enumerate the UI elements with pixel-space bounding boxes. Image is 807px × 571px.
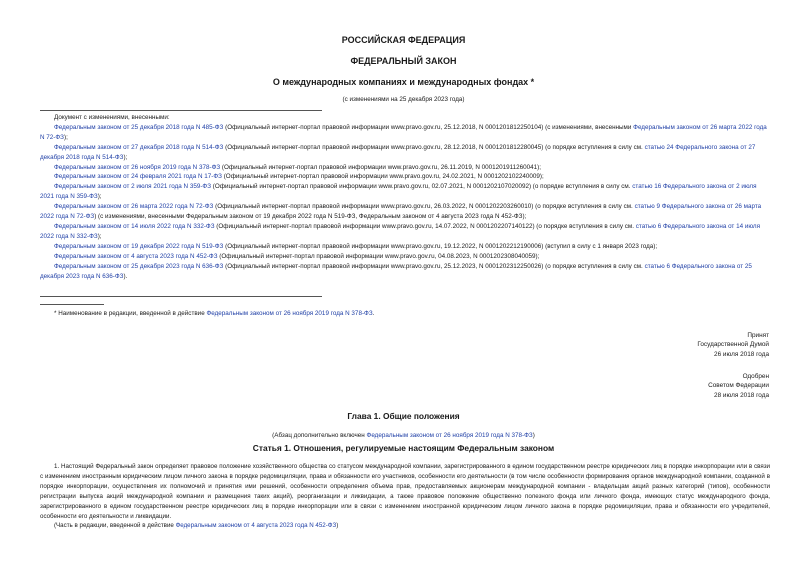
amendments-intro: Документ с изменениями, внесенными:	[54, 114, 170, 121]
amendment-link[interactable]: Федеральным законом от 2 июля 2021 года N 359-ФЗ	[54, 183, 212, 191]
amendment-secondary-link[interactable]: статью 9 Федерального закона от 26 марта 2022 года N 72-ФЗ	[40, 203, 762, 221]
amendment-link[interactable]: Федеральным законом от 26 марта 2022 года N 72-ФЗ	[54, 203, 214, 211]
article-body	[40, 462, 770, 531]
footnote-link[interactable]: Федеральным законом от 26 ноября 2019 года N 378-ФЗ	[206, 310, 373, 317]
amendment-item: Федеральным законом от 14 июля 2022 года N 332-ФЗ (Официальный интернет-портал правовой информации www.pravo.gov.ru, 14.07.2022, N 0001202207140122) (о порядке вступления в силу см. статью 6 Федерального закона от 14 июля 2022 года N 332-ФЗ);	[40, 222, 761, 240]
amendment-item: Федеральным законом от 26 марта 2022 года N 72-ФЗ (Официальный интернет-портал правовой информации www.pravo.gov.ru, 26.03.2022, N 0001202203260010) (о порядке вступления в силу см. статью 9 Федерального закона от 26 марта 2022 года N 72-ФЗ) (с изменениями, внесенными Федеральным законом от 19 декабря 2022 года N 519-ФЗ, Федеральным законом от 4 августа 2023 года N 452-ФЗ);	[40, 203, 762, 221]
amendment-item: Федеральным законом от 2 июля 2021 года N 359-ФЗ (Официальный интернет-портал правовой информации www.pravo.gov.ru, 02.07.2021, N 0001202107020092) (о порядке вступления в силу см. статью 16 Федерального закона от 2 июля 2021 года N 359-ФЗ);	[40, 183, 757, 201]
amendment-item: Федеральным законом от 25 декабря 2023 года N 636-ФЗ (Официальный интернет-портал правовой информации www.pravo.gov.ru, 25.12.2023, N 0001202312250026) (о порядке вступления в силу см. статью 6 Федерального закона от 25 декабря 2023 года N 636-ФЗ).	[40, 262, 752, 280]
amendment-item: Федеральным законом от 27 декабря 2018 года N 514-ФЗ (Официальный интернет-портал правовой информации www.pravo.gov.ru, 28.12.2018, N 0001201812280045) (о порядке вступления в силу см. статью 24 Федерального закона от 27 декабря 2018 года N 514-ФЗ);	[40, 143, 756, 161]
amendment-link[interactable]: Федеральным законом от 14 июля 2022 года N 332-ФЗ	[54, 222, 215, 230]
amendment-secondary-link[interactable]: статью 16 Федерального закона от 2 июля 2021 года N 359-ФЗ	[40, 183, 757, 201]
adopted-block: Принят Государственной Думой 26 июля 2018 года	[697, 332, 769, 358]
amendment-link[interactable]: Федеральным законом от 19 декабря 2022 года N 519-ФЗ	[54, 242, 224, 250]
amendment-item: Федеральным законом от 4 августа 2023 года N 452-ФЗ (Официальный интернет-портал правовой информации www.pravo.gov.ru, 04.08.2023, N 0001202308040059);	[54, 252, 540, 260]
amendment-item: Федеральным законом от 19 декабря 2022 года N 519-ФЗ (Официальный интернет-портал правовой информации www.pravo.gov.ru, 19.12.2022, N 0001202212190006) (вступил в силу с 1 января 2023 года);	[54, 242, 658, 250]
amendment-secondary-link[interactable]: Федеральным законом от 26 марта 2022 года N 72-ФЗ	[40, 123, 767, 141]
amendment-link[interactable]: Федеральным законом от 24 февраля 2021 года N 17-ФЗ	[54, 173, 222, 181]
amendment-item: Федеральным законом от 25 декабря 2018 года N 485-ФЗ (Официальный интернет-портал правовой информации www.pravo.gov.ru, 25.12.2018, N 0001201812250104) (с изменениями, внесенными Федеральным законом от 26 марта 2022 года N 72-ФЗ);	[40, 123, 767, 141]
article-heading: Статья 1. Отношения, регулируемые настоящим Федеральным законом	[252, 443, 555, 453]
bottom-divider	[40, 296, 322, 297]
amendment-link[interactable]: Федеральным законом от 25 декабря 2023 года N 636-ФЗ	[54, 262, 224, 270]
edition-note: (с изменениями на 25 декабря 2023 года)	[342, 96, 465, 103]
chapter-note: (Абзац дополнительно включен Федеральным законом от 26 ноября 2019 года N 378-ФЗ)	[272, 432, 535, 439]
footnote: * Наименование в редакции, введенной в действие Федеральным законом от 26 ноября 2019 года N 378-ФЗ.	[54, 310, 375, 317]
amendment-link[interactable]: Федеральным законом от 4 августа 2023 года N 452-ФЗ	[54, 252, 218, 260]
state-heading: РОССИЙСКАЯ ФЕДЕРАЦИЯ	[341, 35, 466, 45]
article-edition-link[interactable]: Федеральным законом от 4 августа 2023 года N 452-ФЗ	[175, 522, 337, 530]
law-type-heading: ФЕДЕРАЛЬНЫЙ ЗАКОН	[350, 56, 457, 66]
amendment-item: Федеральным законом от 24 февраля 2021 года N 17-ФЗ (Официальный интернет-портал правовой информации www.pravo.gov.ru, 24.02.2021, N 0001202102240009);	[54, 173, 544, 181]
amendment-link[interactable]: Федеральным законом от 25 декабря 2018 года N 485-ФЗ	[54, 123, 224, 131]
approved-block: Одобрен Советом Федерации 28 июля 2018 года	[708, 373, 769, 399]
article-edition-note: (Часть в редакции, введенной в действие Федеральным законом от 4 августа 2023 года N 452-ФЗ)	[54, 522, 339, 530]
amendment-link[interactable]: Федеральным законом от 26 ноября 2019 года N 378-ФЗ	[54, 163, 221, 171]
amendment-item: Федеральным законом от 26 ноября 2019 года N 378-ФЗ (Официальный интернет-портал правовой информации www.pravo.gov.ru, 26.11.2019, N 0001201911260041);	[54, 163, 542, 171]
law-title: О международных компаниях и международных фондах *	[272, 77, 535, 87]
footnote-divider	[40, 304, 104, 305]
chapter-note-link[interactable]: Федеральным законом от 26 ноября 2019 года N 378-ФЗ	[366, 432, 533, 439]
top-divider	[40, 110, 322, 111]
amendment-secondary-link[interactable]: статью 24 Федерального закона от 27 декабря 2018 года N 514-ФЗ	[40, 143, 756, 161]
amendment-secondary-link[interactable]: статью 6 Федерального закона от 14 июля 2022 года N 332-ФЗ	[40, 222, 761, 240]
amendment-secondary-link[interactable]: статью 6 Федерального закона от 25 декабря 2023 года N 636-ФЗ	[40, 262, 752, 280]
amendment-link[interactable]: Федеральным законом от 27 декабря 2018 года N 514-ФЗ	[54, 143, 224, 151]
article-paragraph: 1. Настоящий Федеральный закон определяет правовое положение хозяйственного общества со статусом международной компании, зарегистрированного в едином государственном реестре юридических лиц в порядке инкорпорации или в связи с изменением иностранным юридическим лицом личного закона в порядке редомициляции, права и обязанности его участников, особенности его деятельности (в том числе особенности формирования органов международной компании, созданной в порядке инкорпорации, осуществления их полномочий и принятия ими решений, особенности определения объема прав, предоставляемых акционерам международной компании - владельцам акций разных категорий (типов), особенности регистрации выпуска акций международной компании и размещения таких акций), реорганизации и ликвидации, а также правовое положение общественно полезного фонда или личного фонда, имеющих статус международного фонда, зарегистрированного в едином государственном реестре юридических лиц в порядке инкорпорации или в связи с изменением иностранной юридическим лицом личного закона в порядке редомициляции, права и обязанности его учредителей, особенности его деятельности и ликвидации.	[40, 463, 770, 520]
chapter-heading: Глава 1. Общие положения	[347, 411, 460, 421]
amendments-list	[40, 113, 770, 281]
